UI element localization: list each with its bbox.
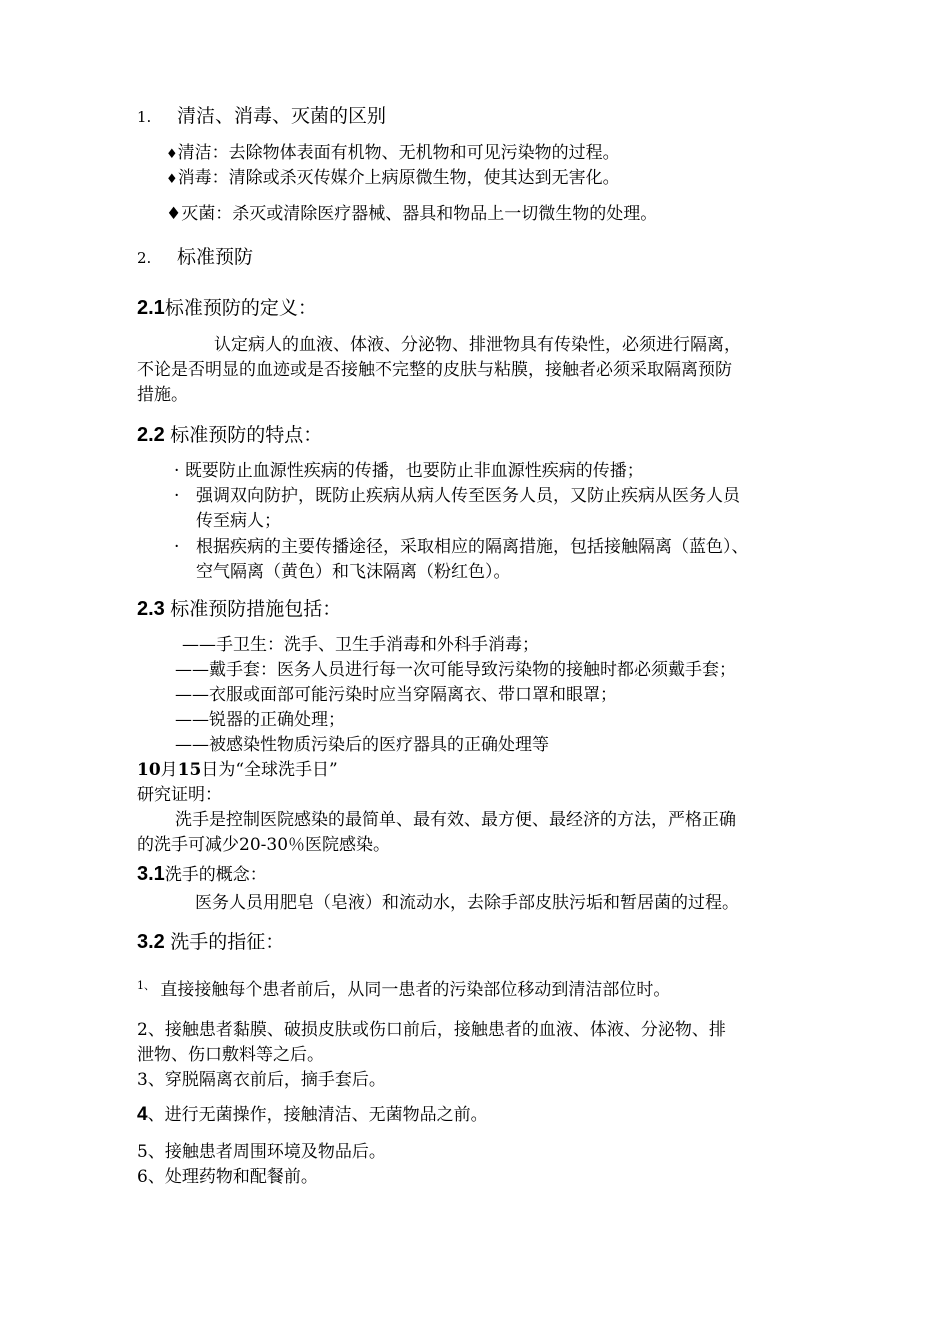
list-item: 5、接触患者周围环境及物品后。 <box>137 1142 386 1162</box>
section-2-heading <box>137 245 253 270</box>
measure-item: ——锐器的正确处理； <box>175 710 345 730</box>
list-item: 2、接触患者黏膜、破损皮肤或伤口前后，接触患者的血液、体液、分泌物、排 <box>137 1020 726 1040</box>
list-item: ♦清洁：去除物体表面有机物、无机物和可见污染物的过程。 <box>166 143 620 163</box>
measure-item: ——被感染性物质污染后的医疗器具的正确处理等 <box>175 735 549 755</box>
section-1-title: 清洁、消毒、灭菌的区别 <box>177 105 387 127</box>
diamond-bullet-icon: ♦ <box>166 147 178 162</box>
list-item: · 根据疾病的主要传播途径，采取相应的隔离措施，包括接触隔离（蓝色）、 <box>174 537 749 557</box>
list-item: ♦消毒：清除或杀灭传媒介上病原微生物，使其达到无害化。 <box>166 168 620 188</box>
paragraph-line: 的洗手可减少20-30％医院感染。 <box>137 835 391 855</box>
paragraph-line: 洗手是控制医院感染的最简单、最有效、最方便、最经济的方法，严格正确 <box>175 810 736 830</box>
bullet-icon: · <box>174 461 180 481</box>
paragraph-line: 认定病人的血液、体液、分泌物、排泄物具有传染性，必须进行隔离， <box>214 335 741 355</box>
diamond-bullet-icon: ♦ <box>166 204 182 224</box>
section-2-number: 2. <box>137 249 152 267</box>
diamond-bullet-icon: ♦ <box>166 172 178 187</box>
subsection-3-1-heading: 3.1洗手的概念： <box>137 863 267 885</box>
subsection-2-2-heading: 2.2 标准预防的特点： <box>137 424 323 446</box>
measure-item: ——衣服或面部可能污染时应当穿隔离衣、带口罩和眼罩； <box>175 685 617 705</box>
research-label: 研究证明： <box>137 785 222 805</box>
list-item: 6、处理药物和配餐前。 <box>137 1167 318 1187</box>
paragraph-line: 措施。 <box>137 385 188 405</box>
section-1-heading <box>137 104 386 129</box>
subsection-3-2-heading: 3.2 洗手的指征： <box>137 931 285 953</box>
list-item-continuation: 泄物、伤口敷料等之后。 <box>137 1045 324 1065</box>
list-item: 4、进行无菌操作，接触清洁、无菌物品之前。 <box>137 1104 488 1125</box>
paragraph-line: 医务人员用肥皂（皂液）和流动水，去除手部皮肤污垢和暂居菌的过程。 <box>195 893 739 913</box>
list-item: · 强调双向防护，既防止疾病从病人传至医务人员，又防止疾病从医务人员 <box>174 486 740 506</box>
bullet-icon: · <box>174 537 180 557</box>
list-item: 3、穿脱隔离衣前后，摘手套后。 <box>137 1070 386 1090</box>
paragraph-line: 不论是否明显的血迹或是否接触不完整的皮肤与粘膜，接触者必须采取隔离预防 <box>137 360 732 380</box>
subsection-2-1-heading: 2.1标准预防的定义： <box>137 297 317 319</box>
list-item: · 既要防止血源性疾病的传播，也要防止非血源性疾病的传播； <box>174 461 644 481</box>
section-2-title: 标准预防 <box>177 246 254 268</box>
list-item: $^{1、}$ 直接接触每个患者前后，从同一患者的污染部位移动到清洁部位时。 <box>137 979 671 1000</box>
handwashing-day: 10月15日为“全球洗手日” <box>137 760 338 780</box>
subsection-2-3-heading: 2.3 标准预防措施包括： <box>137 598 342 620</box>
item-number: 1、 <box>137 979 155 992</box>
measure-item: ——戴手套：医务人员进行每一次可能导致污染物的接触时都必须戴手套； <box>175 660 736 680</box>
measure-item: ——手卫生：洗手、卫生手消毒和外科手消毒； <box>182 635 539 655</box>
bullet-icon: · <box>174 486 180 506</box>
list-item-continuation: 空气隔离（黄色）和飞沫隔离（粉红色）。 <box>196 562 511 582</box>
list-item-continuation: 传至病人； <box>196 511 281 531</box>
section-1-number: 1. <box>137 108 152 126</box>
list-item: ♦灭菌：杀灭或清除医疗器械、器具和物品上一切微生物的处理。 <box>166 204 658 224</box>
